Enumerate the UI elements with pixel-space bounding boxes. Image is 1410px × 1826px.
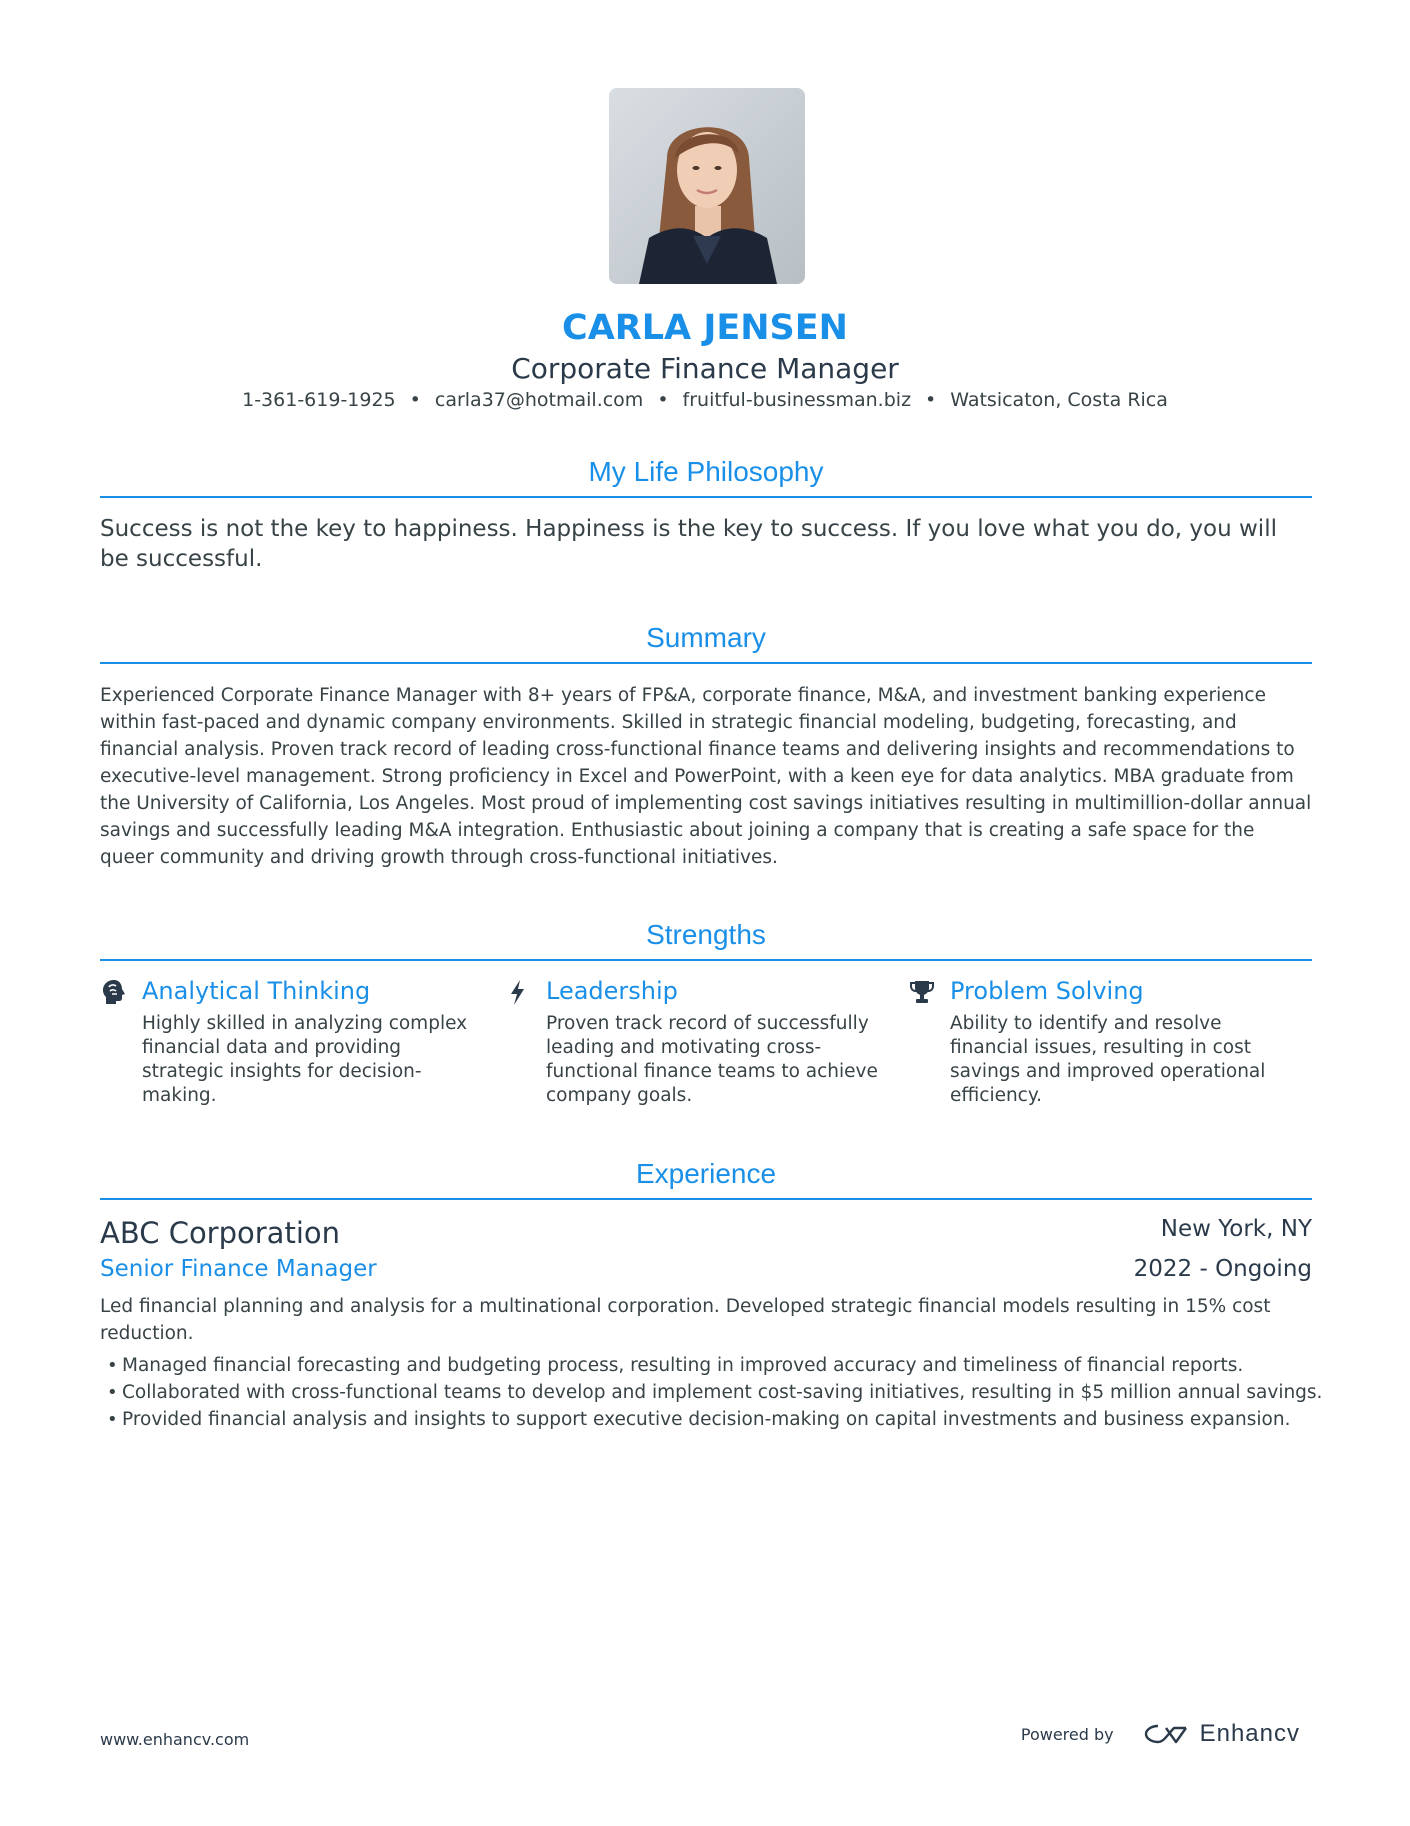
philosophy-text: Success is not the key to happiness. Happiness is the key to success. If you love what you do, you will be successful. bbox=[100, 516, 1277, 572]
contact-line bbox=[0, 389, 1410, 411]
summary-heading: Summary bbox=[100, 622, 1312, 664]
enhancv-logo-icon bbox=[1142, 1720, 1190, 1748]
experience-role: Senior Finance Manager bbox=[100, 1256, 377, 1282]
experience-description: Led financial planning and analysis for a multinational corporation. Developed strategic financial models resulting in 15% cost reduction. bbox=[100, 1296, 1271, 1344]
experience-bullet bbox=[100, 1406, 1330, 1433]
experience-company: ABC Corporation bbox=[100, 1216, 341, 1250]
contact-location: Watsicaton, Costa Rica bbox=[950, 389, 1168, 411]
contact-phone: 1-361-619-1925 bbox=[242, 389, 396, 411]
experience-bullet bbox=[100, 1379, 1330, 1406]
bullet-text: Managed financial forecasting and budgeting process, resulting in improved accuracy and timeliness of financial reports. bbox=[122, 1355, 1244, 1376]
footer-website-link[interactable]: www.enhancv.com bbox=[100, 1730, 250, 1749]
brain-head-icon bbox=[100, 978, 128, 1006]
philosophy-heading: My Life Philosophy bbox=[100, 456, 1312, 498]
bullet-text: Provided financial analysis and insights to support executive decision-making on capital investments and business expansion. bbox=[122, 1409, 1291, 1430]
strength-title: Leadership bbox=[546, 977, 678, 1005]
strength-item bbox=[504, 976, 908, 1108]
strengths-list bbox=[100, 976, 1312, 1108]
contact-separator: • bbox=[409, 389, 421, 411]
experience-location: New York, NY bbox=[1160, 1216, 1312, 1242]
summary-text: Experienced Corporate Finance Manager with 8+ years of FP&A, corporate finance, M&A, and investment banking experience within fast-paced and dynamic company environments. Skilled in strategic financial modeling, budgeting, forecasting, and financial analysis. Proven track record of leading cross-functional finance teams and delivering insights and recommendations to executive-level management. Strong proficiency in Excel and PowerPoint, with a keen eye for data analytics. MBA graduate from the University of California, Los Angeles. Most proud of implementing cost savings initiatives resulting in multimillion-dollar annual savings and successfully leading M&A integration. Enthusiastic about joining a company that is creating a safe space for the queer community and driving growth through cross-functional initiatives. bbox=[100, 685, 1312, 868]
experience-bullet bbox=[100, 1352, 1330, 1379]
strength-description: Ability to identify and resolve financial issues, resulting in cost savings and improved operational efficiency. bbox=[950, 1013, 1266, 1106]
strength-title: Analytical Thinking bbox=[142, 977, 371, 1005]
trophy-icon bbox=[908, 978, 936, 1006]
candidate-title: Corporate Finance Manager bbox=[511, 352, 899, 385]
strengths-heading: Strengths bbox=[100, 919, 1312, 961]
bullet-dot-icon: • bbox=[107, 1355, 118, 1376]
strength-item bbox=[908, 976, 1312, 1108]
footer-branding bbox=[1021, 1720, 1300, 1748]
contact-separator: • bbox=[657, 389, 669, 411]
strength-description: Highly skilled in analyzing complex financial data and providing strategic insights for decision-making. bbox=[142, 1013, 468, 1106]
bullet-text: Collaborated with cross-functional teams to develop and implement cost-saving initiatives, resulting in $5 million annual savings. bbox=[122, 1382, 1323, 1403]
experience-bullets bbox=[100, 1352, 1330, 1433]
strength-title: Problem Solving bbox=[950, 977, 1144, 1005]
experience-dates: 2022 - Ongoing bbox=[1133, 1256, 1312, 1282]
bullet-dot-icon: • bbox=[107, 1382, 118, 1403]
enhancv-brand-text: Enhancv bbox=[1199, 1720, 1300, 1747]
strength-description: Proven track record of successfully leading and motivating cross-functional finance teams to achieve company goals. bbox=[546, 1013, 878, 1106]
experience-heading: Experience bbox=[100, 1158, 1312, 1200]
contact-separator: • bbox=[925, 389, 937, 411]
contact-email: carla37@hotmail.com bbox=[434, 389, 644, 411]
powered-by-label: Powered by bbox=[1020, 1724, 1114, 1744]
strength-item bbox=[100, 976, 504, 1108]
bullet-dot-icon: • bbox=[107, 1409, 118, 1430]
profile-photo bbox=[609, 88, 805, 284]
lightning-bolt-icon bbox=[504, 978, 532, 1006]
candidate-name: CARLA JENSEN bbox=[562, 308, 848, 348]
contact-website: fruitful-businessman.biz bbox=[682, 389, 912, 411]
